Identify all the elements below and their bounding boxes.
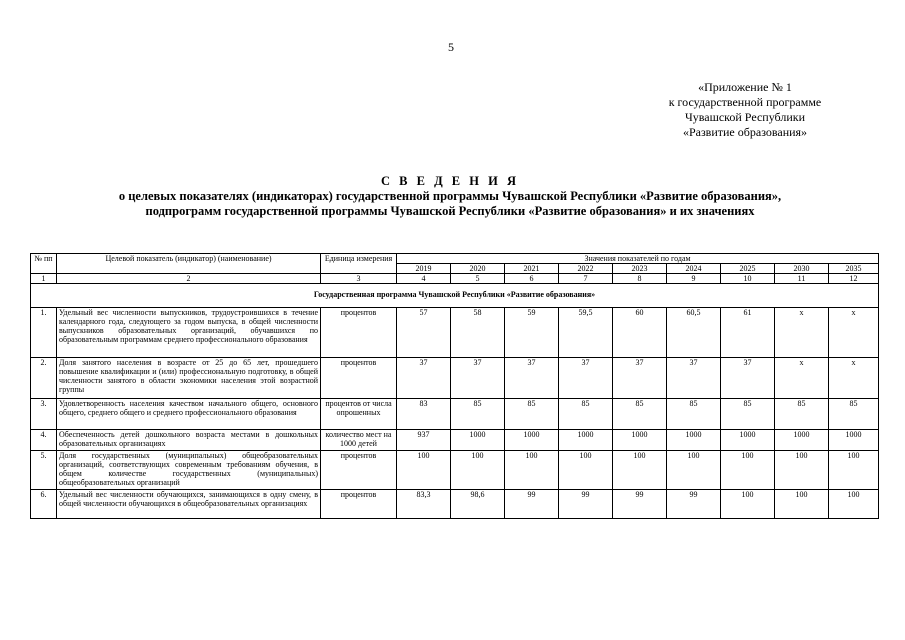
row-value: 85 bbox=[829, 399, 879, 430]
row-value: 85 bbox=[451, 399, 505, 430]
row-value: x bbox=[829, 308, 879, 358]
row-value: 37 bbox=[559, 358, 613, 399]
row-unit: процентов bbox=[321, 358, 397, 399]
column-number: 6 bbox=[505, 274, 559, 284]
row-value: 99 bbox=[667, 490, 721, 519]
column-number: 8 bbox=[613, 274, 667, 284]
row-value: 1000 bbox=[505, 430, 559, 451]
document-title: С В Е Д Е Н И Я bbox=[381, 174, 519, 188]
row-value: 100 bbox=[721, 490, 775, 519]
row-value: 100 bbox=[721, 451, 775, 490]
row-num: 1. bbox=[31, 308, 57, 358]
row-value: 100 bbox=[613, 451, 667, 490]
row-num: 6. bbox=[31, 490, 57, 519]
row-num: 4. bbox=[31, 430, 57, 451]
row-value: 1000 bbox=[559, 430, 613, 451]
section-title: Государственная программа Чувашской Республики «Развитие образования» bbox=[31, 284, 879, 308]
row-value: 98,6 bbox=[451, 490, 505, 519]
row-value: 85 bbox=[667, 399, 721, 430]
row-value: 100 bbox=[775, 490, 829, 519]
header-year: 2023 bbox=[613, 264, 667, 274]
document-subtitle-line1: о целевых показателях (индикаторах) государственной программы Чувашской Республики «Развитие образования», bbox=[118, 189, 782, 203]
row-value: 37 bbox=[451, 358, 505, 399]
row-value: 937 bbox=[397, 430, 451, 451]
table-row bbox=[31, 308, 879, 358]
row-unit: процентов bbox=[321, 308, 397, 358]
table-row bbox=[31, 358, 879, 399]
row-indicator: Удовлетворенность населения качеством начального общего, основного общего, среднего общего и среднего профессионального образования bbox=[57, 399, 321, 430]
header-year: 2019 bbox=[397, 264, 451, 274]
appendix-line: «Развитие образования» bbox=[682, 125, 808, 139]
row-value: 100 bbox=[829, 490, 879, 519]
column-number: 12 bbox=[829, 274, 879, 284]
row-value: 100 bbox=[667, 451, 721, 490]
header-year: 2021 bbox=[505, 264, 559, 274]
header-year: 2035 bbox=[829, 264, 879, 274]
row-value: 37 bbox=[667, 358, 721, 399]
row-value: 100 bbox=[559, 451, 613, 490]
column-number: 1 bbox=[31, 274, 57, 284]
row-value: 59,5 bbox=[559, 308, 613, 358]
row-num: 3. bbox=[31, 399, 57, 430]
row-indicator: Удельный вес численности обучающихся, занимающихся в одну смену, в общей численности обучающихся в общеобразовательных организациях bbox=[57, 490, 321, 519]
header-year: 2022 bbox=[559, 264, 613, 274]
column-number: 10 bbox=[721, 274, 775, 284]
row-value: 57 bbox=[397, 308, 451, 358]
row-value: x bbox=[775, 358, 829, 399]
row-value: 37 bbox=[721, 358, 775, 399]
row-value: 59 bbox=[505, 308, 559, 358]
table-row bbox=[31, 399, 879, 430]
header-values-group: Значения показателей по годам bbox=[397, 254, 879, 264]
row-value: 85 bbox=[559, 399, 613, 430]
column-number: 11 bbox=[775, 274, 829, 284]
header-year: 2020 bbox=[451, 264, 505, 274]
row-value: x bbox=[775, 308, 829, 358]
row-value: 100 bbox=[775, 451, 829, 490]
indicators-table bbox=[30, 253, 879, 519]
row-unit: процентов bbox=[321, 490, 397, 519]
row-value: 100 bbox=[505, 451, 559, 490]
header-num: № пп bbox=[31, 254, 57, 274]
column-number: 5 bbox=[451, 274, 505, 284]
row-value: 85 bbox=[613, 399, 667, 430]
header-year: 2025 bbox=[721, 264, 775, 274]
row-value: 99 bbox=[559, 490, 613, 519]
table-row bbox=[31, 490, 879, 519]
row-value: 37 bbox=[613, 358, 667, 399]
table-row bbox=[31, 451, 879, 490]
column-number: 3 bbox=[321, 274, 397, 284]
column-number: 4 bbox=[397, 274, 451, 284]
column-number: 9 bbox=[667, 274, 721, 284]
row-value: 100 bbox=[397, 451, 451, 490]
row-value: 99 bbox=[505, 490, 559, 519]
header-unit: Единица измерения bbox=[321, 254, 397, 274]
row-value: 99 bbox=[613, 490, 667, 519]
row-value: 37 bbox=[397, 358, 451, 399]
column-number: 2 bbox=[57, 274, 321, 284]
row-num: 2. bbox=[31, 358, 57, 399]
row-value: 83 bbox=[397, 399, 451, 430]
row-value: 100 bbox=[829, 451, 879, 490]
row-indicator: Обеспеченность детей дошкольного возраста местами в дошкольных образовательных организациях bbox=[57, 430, 321, 451]
header-year: 2024 bbox=[667, 264, 721, 274]
row-indicator: Удельный вес численности выпускников, трудоустроившихся в течение календарного года, следующего за годом выпуска, в общей численности выпускников образовательных организаций, обучавшихся по образовательным программам среднего профессионального образования bbox=[57, 308, 321, 358]
row-value: 60,5 bbox=[667, 308, 721, 358]
document-subtitle-line2: подпрограмм государственной программы Чувашской Республики «Развитие образования» и их значениях bbox=[145, 204, 755, 218]
row-indicator: Доля государственных (муниципальных) общеобразовательных организаций, соответствующих современным требованиям обучения, в общем количестве государственных (муниципальных) общеобразовательных организаций bbox=[57, 451, 321, 490]
appendix-line: Чувашской Республики bbox=[684, 110, 806, 124]
table-row bbox=[31, 430, 879, 451]
row-value: 100 bbox=[451, 451, 505, 490]
row-value: 60 bbox=[613, 308, 667, 358]
row-value: 61 bbox=[721, 308, 775, 358]
row-value: 83,3 bbox=[397, 490, 451, 519]
appendix-note bbox=[640, 80, 850, 140]
row-unit: процентов от числа опрошенных bbox=[321, 399, 397, 430]
document-heading bbox=[40, 174, 860, 219]
row-value: 58 bbox=[451, 308, 505, 358]
row-value: 1000 bbox=[775, 430, 829, 451]
row-value: 1000 bbox=[829, 430, 879, 451]
column-numbers-row bbox=[31, 274, 879, 284]
row-value: 1000 bbox=[613, 430, 667, 451]
row-unit: процентов bbox=[321, 451, 397, 490]
header-indicator: Целевой показатель (индикатор) (наименование) bbox=[57, 254, 321, 274]
column-number: 7 bbox=[559, 274, 613, 284]
page-number: 5 bbox=[448, 40, 454, 54]
appendix-line: «Приложение № 1 bbox=[698, 80, 792, 94]
row-value: 85 bbox=[505, 399, 559, 430]
row-value: 1000 bbox=[667, 430, 721, 451]
row-value: 85 bbox=[775, 399, 829, 430]
row-value: x bbox=[829, 358, 879, 399]
row-value: 1000 bbox=[721, 430, 775, 451]
row-num: 5. bbox=[31, 451, 57, 490]
row-indicator: Доля занятого населения в возрасте от 25 до 65 лет, прошедшего повышение квалификации и (или) профессиональную подготовку, в общей численности занятого в области экономики населения этой возрастной группы bbox=[57, 358, 321, 399]
row-unit: количество мест на 1000 детей bbox=[321, 430, 397, 451]
table-header-row bbox=[31, 254, 879, 264]
row-value: 1000 bbox=[451, 430, 505, 451]
section-row bbox=[31, 284, 879, 308]
row-value: 85 bbox=[721, 399, 775, 430]
appendix-line: к государственной программе bbox=[668, 95, 822, 109]
row-value: 37 bbox=[505, 358, 559, 399]
header-year: 2030 bbox=[775, 264, 829, 274]
